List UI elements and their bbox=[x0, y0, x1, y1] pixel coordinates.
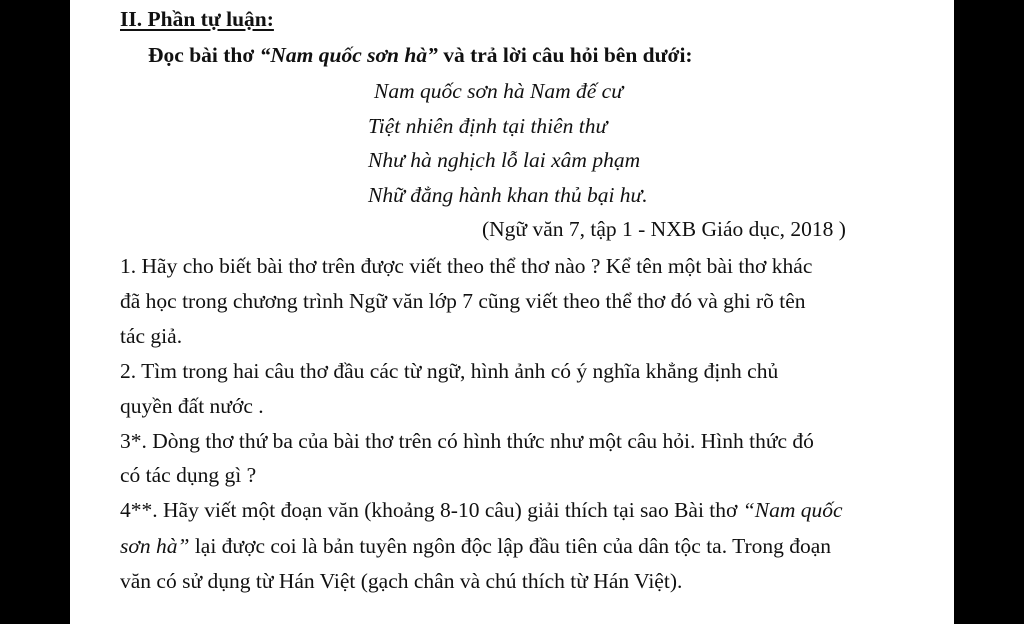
section-heading: II. Phần tự luận: bbox=[120, 7, 274, 31]
question-1-line-1: 1. Hãy cho biết bài thơ trên được viết theo thể thơ nào ? Kể tên một bài thơ khác bbox=[120, 254, 813, 278]
question-2-line-2: quyền đất nước . bbox=[120, 394, 264, 418]
instruction-after: và trả lời câu hỏi bên dưới: bbox=[437, 43, 693, 67]
question-4-line-2 bbox=[120, 533, 831, 559]
poem-title: “Nam quốc sơn hà” bbox=[259, 43, 438, 67]
question-4-poem-title-start: “Nam quốc bbox=[742, 498, 843, 522]
document-page bbox=[70, 0, 954, 624]
question-3-line-2: có tác dụng gì ? bbox=[120, 463, 257, 487]
question-4-poem-title-end: sơn hà” bbox=[120, 534, 190, 558]
poem-line-3: Như hà nghịch lỗ lai xâm phạm bbox=[368, 148, 641, 172]
question-2-line-1: 2. Tìm trong hai câu thơ đầu các từ ngữ, hình ảnh có ý nghĩa khẳng định chủ bbox=[120, 359, 779, 383]
question-4-text-cont: lại được coi là bản tuyên ngôn độc lập đầu tiên của dân tộc ta. Trong đoạn bbox=[189, 534, 832, 558]
poem-line-4: Nhữ đẳng hành khan thủ bại hư. bbox=[368, 183, 648, 207]
question-1-line-3: tác giả. bbox=[120, 324, 183, 348]
poem-line-1: Nam quốc sơn hà Nam đế cư bbox=[374, 79, 623, 103]
poem-source: (Ngữ văn 7, tập 1 - NXB Giáo dục, 2018 ) bbox=[482, 217, 846, 241]
instruction-line bbox=[148, 42, 693, 68]
instruction-before: Đọc bài thơ bbox=[148, 43, 260, 67]
poem-line-2: Tiệt nhiên định tại thiên thư bbox=[368, 114, 608, 138]
question-4-text: 4**. Hãy viết một đoạn văn (khoảng 8-10 câu) giải thích tại sao Bài thơ bbox=[120, 498, 743, 522]
question-4-line-3: văn có sử dụng từ Hán Việt (gạch chân và chú thích từ Hán Việt). bbox=[120, 569, 683, 593]
question-1-line-2: đã học trong chương trình Ngữ văn lớp 7 cũng viết theo thể thơ đó và ghi rõ tên bbox=[120, 289, 806, 313]
question-4-line-1 bbox=[120, 497, 843, 523]
question-3-line-1: 3*. Dòng thơ thứ ba của bài thơ trên có hình thức như một câu hỏi. Hình thức đó bbox=[120, 429, 814, 453]
